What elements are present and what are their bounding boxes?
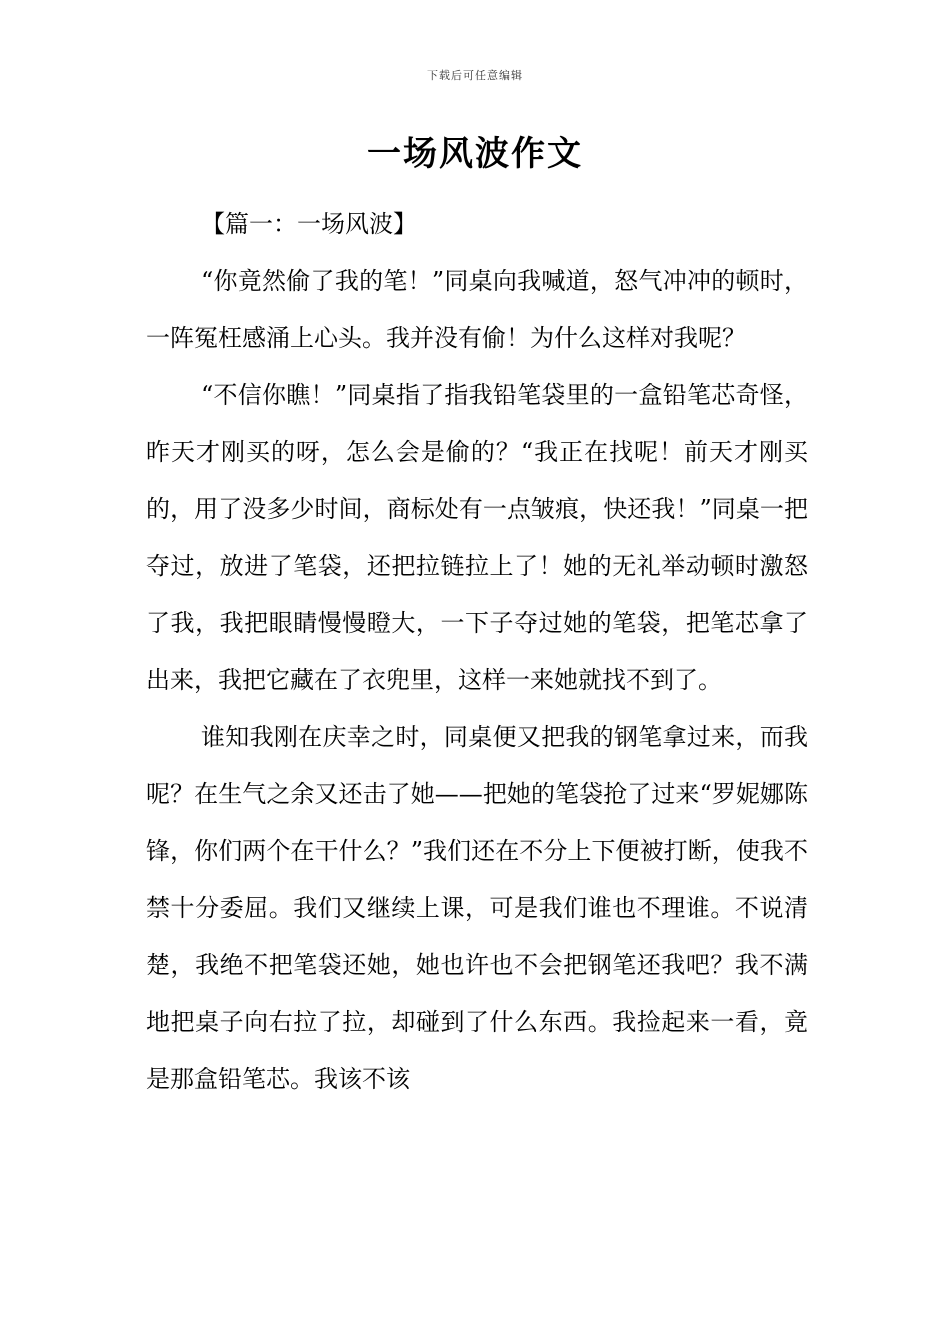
document-body xyxy=(146,196,808,1108)
page-title: 一场风波作文 xyxy=(367,134,583,174)
paragraph: 谁知我刚在庆幸之时，同桌便又把我的钢笔拿过来，而我呢？在生气之余又还击了她——把她的笔袋抢了过来“罗妮娜陈锋，你们两个在干什么？”我们还在不分上下便被打断，使我不禁十分委屈。我们又继续上课，可是我们谁也不理谁。不说清楚，我绝不把笔袋还她，她也许也不会把钢笔还我吧？我不满地把桌子向右拉了拉，却碰到了什么东西。我捡起来一看，竟是那盒铅笔芯。我该不该 xyxy=(146,723,808,1093)
section-heading: 【篇一：一场风波】 xyxy=(201,210,417,238)
paragraph: “你竟然偷了我的笔！”同桌向我喊道，怒气冲冲的顿时，一阵冤枉感涌上心头。我并没有偷！为什么这样对我呢？ xyxy=(146,267,808,352)
paragraph: “不信你瞧！”同桌指了指我铅笔袋里的一盒铅笔芯奇怪，昨天才刚买的呀，怎么会是偷的？“我正在找呢！前天才刚买的，用了没多少时间，商标处有一点皱痕，快还我！”同桌一把夺过，放进了笔袋，还把拉链拉上了！她的无礼举动顿时激怒了我，我把眼睛慢慢瞪大，一下子夺过她的笔袋，把笔芯拿了出来，我把它藏在了衣兜里，这样一来她就找不到了。 xyxy=(146,381,808,694)
header-note: 下载后可任意编辑 xyxy=(427,69,523,82)
